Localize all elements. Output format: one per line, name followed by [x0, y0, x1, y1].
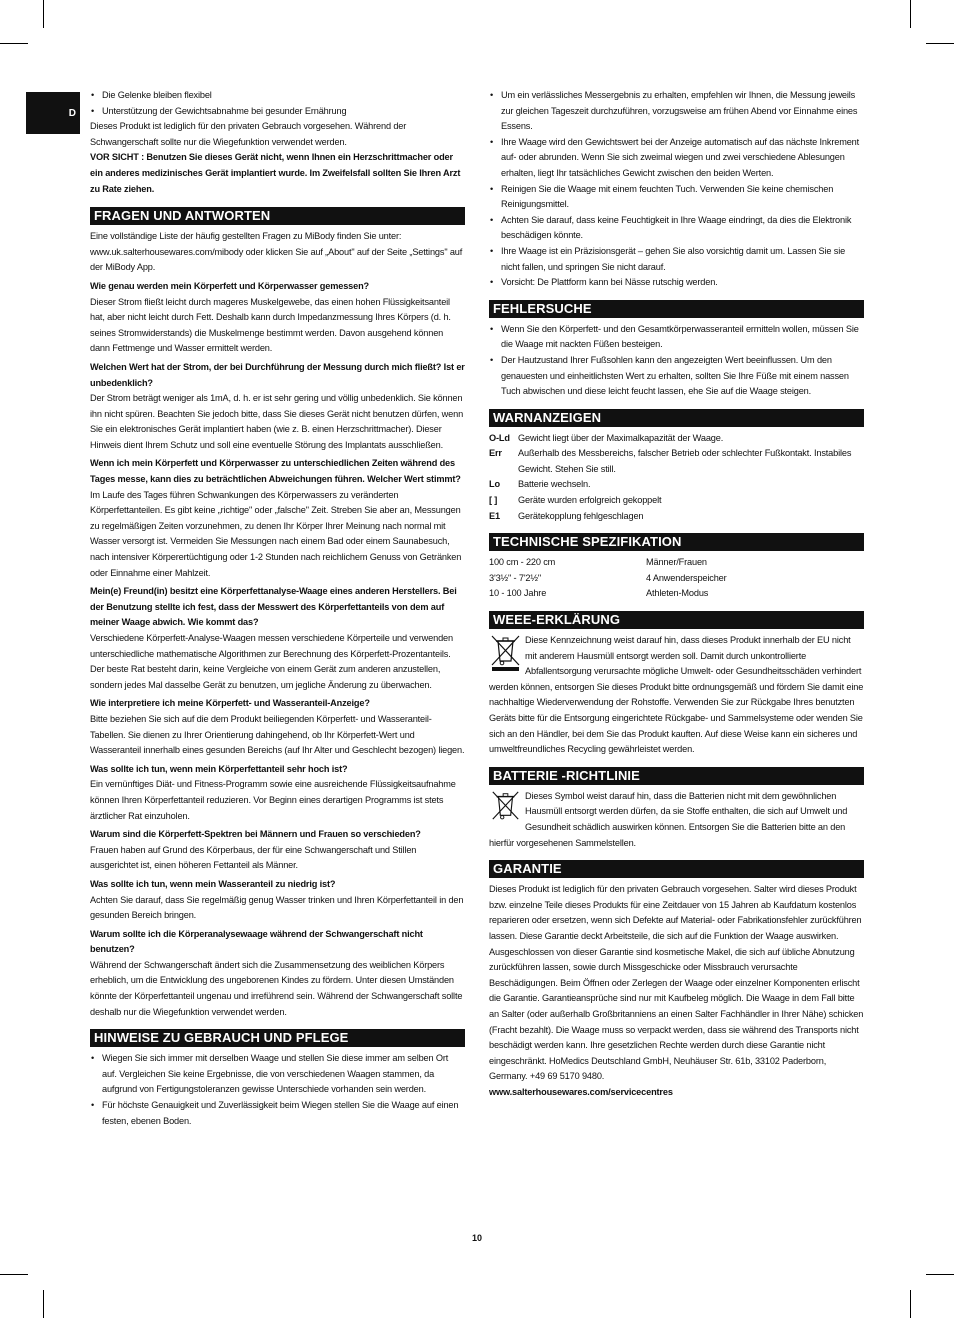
crossed-bin-icon — [489, 789, 522, 821]
faq-question: Warum sollte ich die Körperanalysewaage während der Schwangerschaft nicht benutzen? — [90, 928, 423, 955]
spec-value: 3'3½" - 7'2½" — [489, 572, 542, 583]
faq-answer: Im Laufe des Tages führen Schwankungen des Körperwassers zu veränderten Körperfettanteilen. Es gibt keine „richtige" oder „falsche" Zeit. Streben Sie aber an, Messungen zu regelmäßigen Zeiten vorzunehmen, zu denen Ihr Körper Ihrer Meinung nach normal mit Wasser versorgt ist. Vermeiden Sie Messungen nach einem Bad oder einem Saunabesuch, nach intensiver Körperertüchtigung oder 1-2 Stunden nach reichlichem Genuss von Getränken oder Einnahme einer Mahlzeit. — [90, 489, 462, 578]
page-number: 10 — [471, 1233, 482, 1243]
spec-row — [489, 571, 864, 587]
faq-question: Was sollte ich tun, wenn mein Körperfettanteil sehr hoch ist? — [90, 763, 348, 774]
spec-table — [489, 555, 864, 602]
warning-text: Geräte wurden erfolgreich gekoppelt — [518, 495, 662, 506]
crop-mark — [43, 0, 44, 28]
service-centres-link[interactable]: www.salterhousewares.com/servicecentres — [489, 1086, 673, 1097]
section-header-faq: FRAGEN UND ANTWORTEN — [90, 207, 465, 225]
list-item: • Wiegen Sie sich immer mit derselben Waage und stellen Sie diese immer am selben Ort auf. Vergleichen Sie keine Ergebnisse, die von verschiedenen Waagen stammen, da aufgrund von Fertigungstoleranzen gewisse Unterschiede vorhanden sein werden. — [90, 1051, 465, 1098]
warning-code: O-Ld — [489, 432, 510, 443]
spec-value: 4 Anwenderspeicher — [646, 572, 727, 583]
battery-block — [489, 789, 864, 851]
faq-answer: Der Strom beträgt weniger als 1mA, d. h. er ist sehr gering und völlig unbedenklich. Sie können ihn nicht spüren. Beachten Sie jedoch bitte, dass Sie dieses Gerät nicht benutzen dürfen, wenn Sie ein elektronisches Gerät implantiert haben (wie z. B. einen Herzschrittmacher). Dieser Hinweis dient Ihrem Schutz und soll eine eventuelle Störung des Implantats ausschließen. — [90, 393, 464, 450]
list-item: • Unterstützung der Gewichtsabnahme bei gesunder Ernährung — [90, 104, 465, 120]
warning-row — [489, 431, 864, 447]
warning-row — [489, 509, 864, 525]
usage-list — [90, 1051, 465, 1129]
faq-list — [90, 279, 465, 1020]
warning-text: Außerhalb des Messbereichs, falscher Betrieb oder schlechter Fußkontakt. Instabiles Gewicht. Stehen Sie still. — [518, 448, 852, 474]
faq-question: Wie genau werden mein Körperfett und Körperwasser gemessen? — [90, 280, 370, 291]
list-item: • Für höchste Genauigkeit und Zuverlässigkeit beim Wiegen stellen Sie die Waage auf einen festen, ebenen Boden. — [90, 1098, 465, 1129]
warning-table — [489, 431, 864, 525]
crop-mark — [926, 1274, 954, 1275]
warning-code: E1 — [489, 510, 500, 521]
usage-list-continued — [489, 88, 864, 291]
list-item: • Der Hautzustand Ihrer Fußsohlen kann den angezeigten Wert beeinflussen. Um den genauesten und einheitlichsten Wert zu erhalten, sollten Sie Ihre Füße mit einem nassen Tuch abwischen und diese leicht feucht lassen, ehe Sie auf die Waage steigen. — [489, 353, 864, 400]
crossed-bin-icon — [489, 633, 522, 671]
list-item: • Wenn Sie den Körperfett- und den Gesamtkörperwasseranteil ermitteln wollen, müssen Sie die Waage mit nackten Füßen besteigen. — [489, 322, 864, 353]
crop-mark — [0, 43, 28, 44]
spec-row — [489, 555, 864, 571]
faq-question: Wie interpretiere ich meine Körperfett- und Wasseranteil-Anzeige? — [90, 698, 370, 709]
list-item: • Die Gelenke bleiben flexibel — [90, 88, 465, 104]
crop-mark — [910, 0, 911, 28]
troubleshooting-list — [489, 322, 864, 400]
right-column — [489, 88, 864, 1100]
weee-text: Diese Kennzeichnung weist darauf hin, dass dieses Produkt innerhalb der EU nicht mit anderem Hausmüll entsorgt werden soll. Damit durch unkontrollierte Abfallentsorgung verursachte mögliche Umwelt- oder Gesundheitsschäden verhindert werden können, entsorgen Sie dieses Produkt bitte ordnungsgemäß und fördern Sie damit eine nachhaltige Wiederverwendung der Rohstoffe. Verwenden Sie zur Rückgabe Ihres benutzten Geräts bitte für die Entsorgung eingerichtete Rückgabe- und Sammelsysteme oder wenden Sie sich an den Händler, bei dem Sie das Produkt kauften. Auf diese Weise kann ein sicheres und umweltfreundliches Recycling gewährleistet werden. — [489, 635, 864, 755]
section-header-warnings: WARNANZEIGEN — [489, 409, 864, 427]
crop-mark — [910, 1290, 911, 1318]
faq-question: Was sollte ich tun, wenn mein Wasseranteil zu niedrig ist? — [90, 878, 336, 889]
section-header-warranty: GARANTIE — [489, 860, 864, 878]
faq-answer: Verschiedene Körperfett-Analyse-Waagen messen verschiedene Körperteile und verwenden unterschiedliche mathematische Algorithmen zur Berechnung des Körperfett-Prozentanteils. Der beste Rat besteht darin, keine Vergleiche von einem Gerät zum anderen anzustellen, sondern jedes Mal dasselbe Gerät zu benutzen, um jegliche Änderung zu überwachen. — [90, 633, 453, 690]
spec-value: Männer/Frauen — [646, 557, 707, 568]
faq-question: Mein(e) Freund(in) besitzt eine Körperfettanalyse-Waage eines anderen Herstellers. Bei der Benutzung stellte ich fest, dass der Messwert des Körperfettanteils von dem auf meiner Waage abwich. Wie kommt das? — [90, 586, 457, 628]
faq-answer: Bitte beziehen Sie sich auf die dem Produkt beiliegenden Körperfett- und Wasseranteil-Tabellen. Sie dienen zu Ihrer Orientierung dahingehend, ob Ihr Körperfett-Wert und Wasseranteil innerhalb eines gesunden Bereichs (auf Ihr Alter und Geschlecht bezogen) liegen. — [90, 713, 465, 756]
warning-code: Lo — [489, 479, 500, 490]
spec-value: 10 - 100 Jahre — [489, 588, 547, 599]
crop-mark — [43, 1290, 44, 1318]
faq-intro: Eine vollständige Liste der häufig gestellten Fragen zu MiBody finden Sie unter: www.uk.salterhousewares.com/mibody oder klicken Sie auf „About" auf der Seite „Settings" auf der MiBody App. — [90, 231, 463, 273]
warning-text: Batterie wechseln. — [518, 479, 591, 490]
warning-text: Gerätekopplung fehlgeschlagen — [518, 510, 644, 521]
faq-question: Welchen Wert hat der Strom, der bei Durchführung der Messung durch mich fließt? Ist er unbedenklich? — [90, 361, 465, 388]
crop-mark — [926, 43, 954, 44]
spec-value: Athleten-Modus — [646, 588, 709, 599]
list-item: • Vorsicht: De Plattform kann bei Nässe rutschig werden. — [489, 275, 864, 291]
left-column — [90, 88, 465, 1129]
section-header-specs: TECHNISCHE SPEZIFIKATION — [489, 533, 864, 551]
warranty-text: Dieses Produkt ist lediglich für den privaten Gebrauch vorgesehen. Salter wird dieses Produkt bzw. einzelne Teile dieses Produkts für eine Zeitdauer von 15 Jahren ab Kaufdatum kostenlos reparieren oder ersetzen, wenn sich Defekte auf Material- oder Fabrikationsfehler zurückführen lassen. Diese Garantie deckt Arbeitsteile, die sich auf die Funktion der Waage auswirken. Ausgeschlossen von dieser Garantie sind kosmetische Makel, die sich auf übliche Abnutzung zurückführen lassen, sowie durch Missgeschicke oder Missbrauch verursachte Beschädigungen. Beim Öffnen oder Zerlegen der Waage oder einzelner Komponenten erlischt die Garantie. Garantieansprüche sind nur mit Kaufbeleg möglich. Die Waage in dem Fall bitte an Salter (oder außerhalb Großbritanniens an einen Salter Fachhändler in Ihrer Nähe) schicken (Fracht bezahlt). Die Waage muss so verpackt werden, dass sie während des Transports nicht beschädigt werden kann. Ihre gesetzlichen Rechte werden durch diese Garantie nicht eingeschränkt. HoMedics Deutschland GmbH, Neuhäuser Str. 61b, 33102 Paderborn, Germany. +49 69 5170 9480. — [489, 884, 864, 1082]
warning-code: [ ] — [489, 495, 498, 506]
battery-text: Dieses Symbol weist darauf hin, dass die Batterien nicht mit dem gewöhnlichen Hausmüll entsorgt werden dürfen, da sie Stoffe enthalten, die sich auf Umwelt und Gesundheit schädlich auswirken können. Entsorgen Sie die Batterien bitte an den hierfür vorgesehenen Sammelstellen. — [489, 790, 848, 848]
list-item: • Reinigen Sie die Waage mit einem feuchten Tuch. Verwenden Sie keine chemischen Reinigungsmittel. — [489, 182, 864, 213]
section-header-troubleshooting: FEHLERSUCHE — [489, 300, 864, 318]
faq-answer: Während der Schwangerschaft ändert sich die Zusammensetzung des weiblichen Körpers erheblich, um die Entwicklung des ungeborenen Kindes zu fördern. Unter diesen Umständen könnte der Körperfettanteil ungenau und irreführend sein. Während der Schwangerschaft sollte deshalb nur die Wiegefunktion verwendet werden. — [90, 959, 463, 1017]
faq-answer: Dieser Strom fließt leicht durch mageres Muskelgewebe, das einen hohen Flüssigkeitsanteil hat, aber nicht leicht durch Fett. Deshalb kann durch Impedanzmessung Ihres Körpers (d. h. seines Stromwiderstands) die Muskelmenge bestimmt werden. Davon ausgehend können dann Fettmenge und Wasser ermittelt werden. — [90, 296, 451, 354]
intro-list — [90, 88, 465, 119]
list-item: • Ihre Waage ist ein Präzisionsgerät – gehen Sie also vorsichtig damit um. Lassen Sie sie nicht fallen, und springen Sie nicht darauf. — [489, 244, 864, 275]
faq-answer: Achten Sie darauf, dass Sie regelmäßig genug Wasser trinken und Ihren Körperfettanteil in den gesunden Bereich bringen. — [90, 894, 464, 921]
list-item: • Ihre Waage wird den Gewichtswert bei der Anzeige automatisch auf das nächste Inkrement auf- oder abrunden. Wenn Sie sich zweimal wiegen und zwei verschiedene Ablesungen erhalten, liegt Ihr tatsächliches Gewicht zwischen den beiden Werten. — [489, 135, 864, 182]
section-header-weee: WEEE-ERKLÄRUNG — [489, 611, 864, 629]
warning-row — [489, 477, 864, 493]
section-header-usage: HINWEISE ZU GEBRAUCH UND PFLEGE — [90, 1029, 465, 1047]
language-tab: D — [26, 92, 80, 134]
crop-mark — [0, 1274, 28, 1275]
spec-value: 100 cm - 220 cm — [489, 557, 556, 568]
faq-question: Wenn ich mein Körperfett und Körperwasser zu unterschiedlichen Zeiten während des Tages messe, kann dies zu beträchtlichen Abweichungen führen. Welcher Wert stimmt? — [90, 458, 461, 485]
warning-text: Gewicht liegt über der Maximalkapazität der Waage. — [518, 432, 724, 443]
list-item: • Um ein verlässliches Messergebnis zu erhalten, empfehlen wir Ihnen, die Messung jeweils zur gleichen Tageszeit durchzuführen, vorzugsweise am frühen Abend vor Einnahme eines Essens. — [489, 88, 864, 135]
warning-code: Err — [489, 448, 502, 459]
faq-answer: Ein vernünftiges Diät- und Fitness-Programm sowie eine ausreichende Flüssigkeitsaufnahme können Ihren Körperfettanteil reduzieren. Vor Beginn eines derartigen Programms ist stets ärztlicher Rat einzuholen. — [90, 779, 456, 821]
faq-question: Warum sind die Körperfett-Spektren bei Männern und Frauen so verschieden? — [90, 829, 421, 840]
warning-row — [489, 446, 864, 477]
faq-answer: Frauen haben auf Grund des Körperbaus, der für eine Schwangerschaft und Stillen ausgerichtet ist, einen höheren Fettanteil als Männer. — [90, 844, 417, 871]
weee-block — [489, 633, 864, 758]
section-header-battery: BATTERIE -RICHTLINIE — [489, 767, 864, 785]
spec-row — [489, 586, 864, 602]
intro-text: Dieses Produkt ist lediglich für den privaten Gebrauch vorgesehen. Während der Schwangerschaft sollte nur die Wiegefunktion verwendet werden. — [90, 121, 407, 147]
warning-row — [489, 493, 864, 509]
list-item: • Achten Sie darauf, dass keine Feuchtigkeit in Ihre Waage eindringt, da dies die Elektronik beschädigen könnte. — [489, 213, 864, 244]
caution-text: VOR SICHT : Benutzen Sie dieses Gerät nicht, wenn Ihnen ein Herzschrittmacher oder ein anderes medizinisches Gerät implantiert wurde. Im Zweifelsfall sollten Sie Ihren Arzt zu Rate ziehen. — [90, 152, 461, 194]
